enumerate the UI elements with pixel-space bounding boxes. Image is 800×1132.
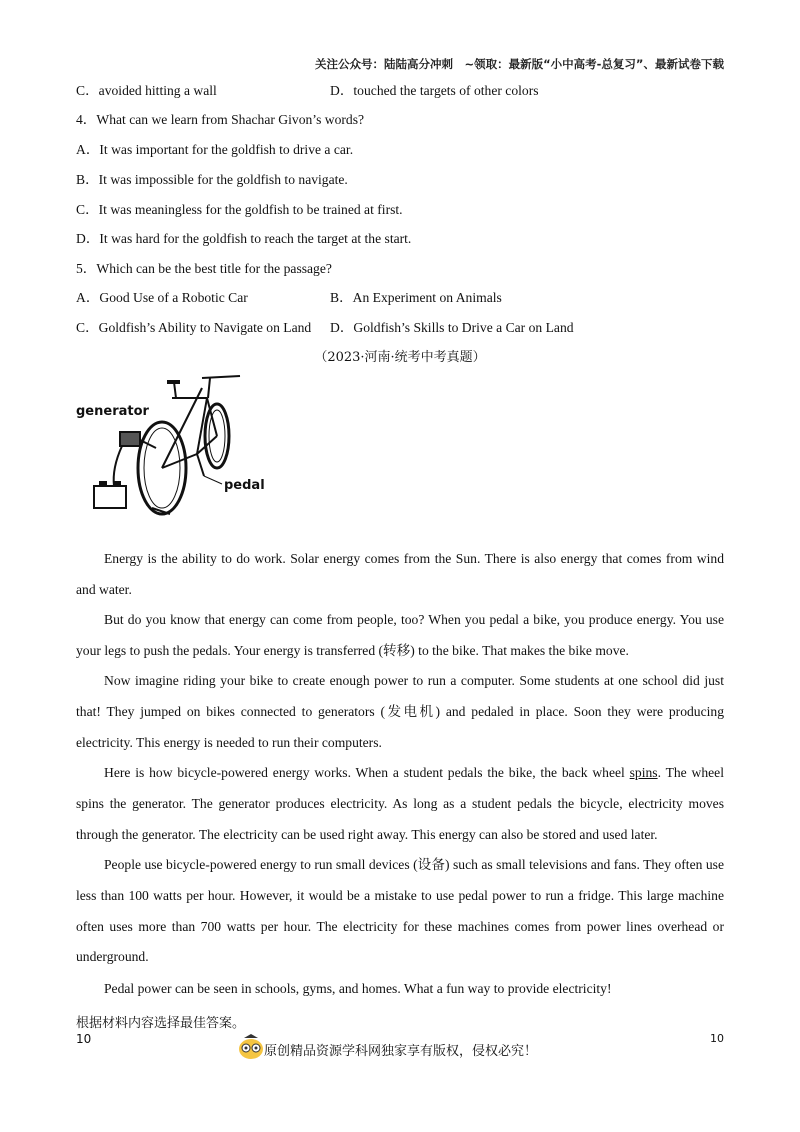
paragraph-5-text: People use bicycle-powered energy to run small devices (设备) such as small televisions and fans. They often use less than 100 watts per hour. However, it would be a mistake to use pedal power to run a fridge. This large machine often uses more than 700 watts per hour. The electricity for these machines comes from power lines overhead or underground. bbox=[76, 857, 724, 965]
paragraph-3-text: Now imagine riding your bike to create enough power to run a computer. Some students at one school did just that! They jumped on bikes connected to generators (发电机) and pedaled in place. Soon they were producing electricity. This energy is needed to run their computers. bbox=[76, 673, 724, 750]
paragraph-5 bbox=[76, 850, 724, 973]
paragraph-2-text: But do you know that energy can come from people, too? When you pedal a bike, you produce energy. You use your legs to push the pedals. Your energy is transferred (转移) to the bike. That makes the bike move. bbox=[76, 612, 724, 658]
q4-option-c: C．It was meaningless for the goldfish to be trained at first. bbox=[76, 202, 403, 217]
page-number-right: 10 bbox=[710, 1032, 724, 1045]
page-header: 关注公众号：陆陆高分冲刺 ~领取：最新版“小中高考-总复习”、最新试卷下载 bbox=[314, 57, 724, 71]
q5-option-d: D．Goldfish’s Skills to Drive a Car on Land bbox=[330, 320, 574, 335]
underlined-word: spins bbox=[629, 765, 658, 780]
bicycle-illustration bbox=[72, 368, 272, 518]
paragraph-4 bbox=[76, 758, 724, 850]
paragraph-1-text: Energy is the ability to do work. Solar energy comes from the Sun. There is also energy that comes from wind and water. bbox=[76, 551, 724, 597]
q5-option-c: C．Goldfish’s Ability to Navigate on Land bbox=[76, 320, 312, 335]
q3-option-d: D．touched the targets of other colors bbox=[330, 83, 539, 98]
generator-label: generator bbox=[76, 404, 149, 419]
paragraph-3 bbox=[76, 666, 724, 758]
paragraph-4-text-before: Here is how bicycle-powered energy works. When a student pedals the bike, the back wheel bbox=[104, 765, 630, 780]
bicycle-generator-figure bbox=[72, 368, 272, 518]
paragraph-1 bbox=[76, 544, 724, 606]
q3-option-c: C．avoided hitting a wall bbox=[76, 83, 217, 98]
page-number-left: 10 bbox=[76, 1032, 92, 1046]
q5-option-b: B．An Experiment on Animals bbox=[330, 290, 502, 305]
pedal-label: pedal bbox=[224, 478, 265, 493]
source-note: （2023·河南·统考中考真题） bbox=[314, 350, 486, 365]
paragraph-2 bbox=[76, 605, 724, 667]
q4-option-a: A．It was important for the goldfish to drive a car. bbox=[76, 142, 354, 157]
instruction: 根据材料内容选择最佳答案。 bbox=[76, 1016, 246, 1031]
q4-option-d: D．It was hard for the goldfish to reach the target at the start. bbox=[76, 231, 412, 246]
q5-question: 5．Which can be the best title for the passage? bbox=[76, 261, 332, 276]
copyright-notice: 原创精品资源学科网独家享有版权，侵权必究！ bbox=[264, 1044, 538, 1059]
paragraph-6 bbox=[76, 974, 724, 1005]
paragraph-4-text-after: . The wheel spins the generator. The generator produces electricity. As long as a student pedals the bicycle, electricity moves through the generator. The electricity can be used right away. This energy can also be stored and used later. bbox=[76, 765, 724, 842]
q4-option-b: B．It was impossible for the goldfish to navigate. bbox=[76, 172, 348, 187]
q4-question: 4．What can we learn from Shachar Givon’s words? bbox=[76, 112, 365, 127]
q5-option-a: A．Good Use of a Robotic Car bbox=[76, 290, 248, 305]
paragraph-6-text: Pedal power can be seen in schools, gyms, and homes. What a fun way to provide electricity! bbox=[104, 981, 612, 996]
owl-logo-icon bbox=[238, 1034, 264, 1065]
